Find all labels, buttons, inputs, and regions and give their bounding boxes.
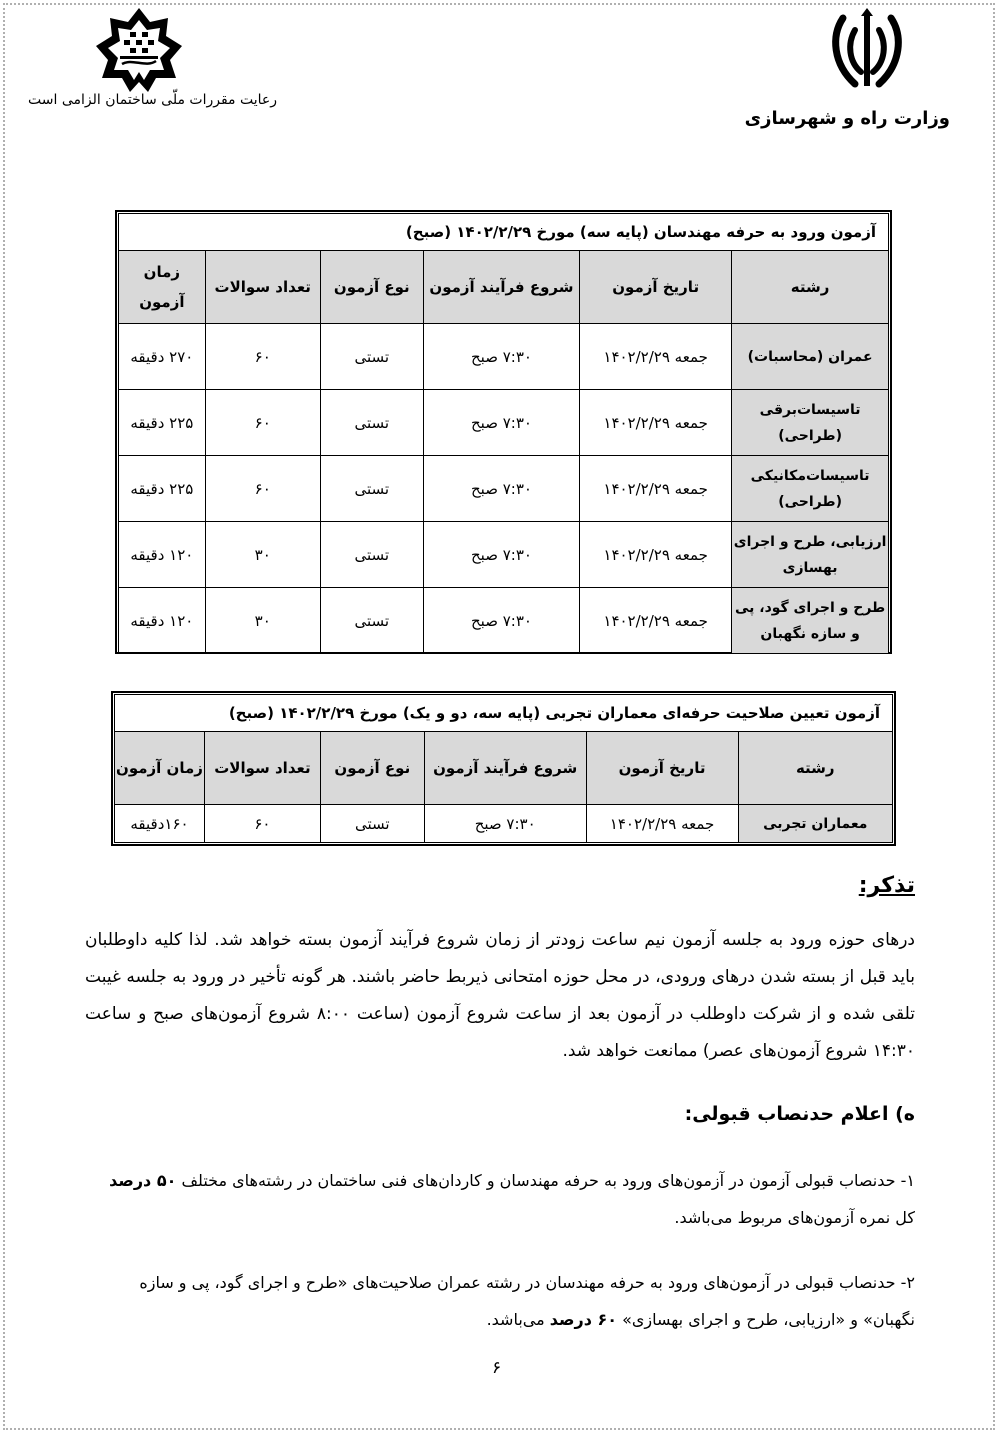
item-highlight: ۶۰ درصد <box>549 1310 618 1329</box>
national-building-regulations-logo-icon <box>92 6 186 94</box>
start-time-cell: ۷:۳۰ صبح <box>424 805 586 843</box>
duration-cell: ۲۲۵ دقیقه <box>119 390 206 456</box>
reminder-body: درهای حوزه ورود به جلسه آزمون نیم ساعت زودتر از زمان شروع فرآیند آزمون بسته خواهد شد. لذا کلیه داوطلبان باید قبل از بسته شدن درهای ورودی، در محل حوزه امتحانی ذیربط حاضر باشند. هر گونه تأخیر در ورود به جلسه غیبت تلقی شده و از شرکت داوطلب در آزمون بعد از ساعت شروع آزمون (ساعت ۸:۰۰ شروع آزمون‌های صبح و ساعت ۱۴:۳۰ شروع آزمون‌های عصر) ممانعت خواهد شد. <box>85 930 915 1061</box>
item-text: ۲- حدنصاب قبولی در آزمون‌های ورود به حرفه مهندسان در رشته عمران صلاحیت‌های «طرح و اجرای گود، پی و سازه نگهبان» و «ارزیابی، طرح و اجرای بهسازی» <box>139 1273 915 1329</box>
column-header: تعداد سوالات <box>205 251 320 324</box>
duration-cell: ۲۷۰ دقیقه <box>119 324 206 390</box>
exam-type-cell: تستی <box>320 522 423 588</box>
exam-type-cell: تستی <box>320 324 423 390</box>
date-cell: جمعه ۱۴۰۲/۲/۲۹ <box>580 324 732 390</box>
table-row <box>119 522 889 588</box>
column-header: شروع فرآیند آزمون <box>423 251 579 324</box>
iran-emblem-icon <box>825 8 909 92</box>
question-count-cell: ۶۰ <box>205 324 320 390</box>
date-cell: جمعه ۱۴۰۲/۲/۲۹ <box>586 805 738 843</box>
duration-cell: ۱۶۰دقیقه <box>115 805 205 843</box>
question-count-cell: ۶۰ <box>204 805 320 843</box>
page-number: ۶ <box>492 1358 502 1378</box>
table-row <box>119 390 889 456</box>
column-header: زمان آزمون <box>119 251 206 324</box>
field-cell: تاسیسات‌مکانیکی (طراحی) <box>732 456 889 522</box>
ministry-name: وزارت راه و شهرسازی <box>744 108 950 129</box>
item-text: ۱- حدنصاب قبولی آزمون در آزمون‌های ورود به حرفه مهندسان و کاردان‌های فنی ساختمان در رشته‌های مختلف <box>181 1171 915 1190</box>
question-count-cell: ۶۰ <box>205 456 320 522</box>
question-count-cell: ۳۰ <box>205 588 320 654</box>
column-header: نوع آزمون <box>320 251 423 324</box>
exam-table-architects <box>114 694 893 843</box>
question-count-cell: ۳۰ <box>205 522 320 588</box>
table-caption: آزمون تعیین صلاحیت حرفه‌ای معماران تجربی (پایه سه، دو و یک) مورخ ۱۴۰۲/۲/۲۹ (صبح) <box>115 695 893 732</box>
duration-cell: ۱۲۰ دقیقه <box>119 522 206 588</box>
duration-cell: ۲۲۵ دقیقه <box>119 456 206 522</box>
item-tail: می‌باشد. <box>486 1310 545 1329</box>
table-row <box>119 456 889 522</box>
table-row <box>119 324 889 390</box>
start-time-cell: ۷:۳۰ صبح <box>423 456 579 522</box>
item-highlight: ۵۰ درصد <box>109 1171 177 1190</box>
regulations-note: رعایت مقررات ملّی ساختمان الزامی است <box>28 92 278 108</box>
duration-cell: ۱۲۰ دقیقه <box>119 588 206 654</box>
column-header: تاریخ آزمون <box>586 732 738 805</box>
list-item <box>85 1264 915 1338</box>
start-time-cell: ۷:۳۰ صبح <box>423 390 579 456</box>
column-header: تعداد سوالات <box>204 732 320 805</box>
exam-table-engineers <box>118 213 889 654</box>
column-header: شروع فرآیند آزمون <box>424 732 586 805</box>
column-header: زمان آزمون <box>115 732 205 805</box>
date-cell: جمعه ۱۴۰۲/۲/۲۹ <box>580 390 732 456</box>
field-cell: عمران (محاسبات) <box>732 324 889 390</box>
column-header: تاریخ آزمون <box>580 251 732 324</box>
exam-type-cell: تستی <box>320 805 424 843</box>
question-count-cell: ۶۰ <box>205 390 320 456</box>
start-time-cell: ۷:۳۰ صبح <box>423 522 579 588</box>
table-row <box>115 805 893 843</box>
field-cell: ارزیابی، طرح و اجرای بهسازی <box>732 522 889 588</box>
exam-type-cell: تستی <box>320 456 423 522</box>
list-item <box>85 1162 915 1236</box>
field-cell: تاسیسات‌برقی (طراحی) <box>732 390 889 456</box>
field-cell: طرح و اجرای گود، پی و سازه نگهبان <box>732 588 889 654</box>
field-cell: معماران تجربی <box>738 805 892 843</box>
date-cell: جمعه ۱۴۰۲/۲/۲۹ <box>580 456 732 522</box>
section-title: ه) اعلام حدنصاب قبولی: <box>684 1103 915 1125</box>
date-cell: جمعه ۱۴۰۲/۲/۲۹ <box>580 588 732 654</box>
exam-type-cell: تستی <box>320 588 423 654</box>
exam-type-cell: تستی <box>320 390 423 456</box>
date-cell: جمعه ۱۴۰۲/۲/۲۹ <box>580 522 732 588</box>
table-caption: آزمون ورود به حرفه مهندسان (پایه سه) مورخ ۱۴۰۲/۲/۲۹ (صبح) <box>119 214 889 251</box>
column-header: رشته <box>738 732 892 805</box>
reminder-title: تذکر: <box>858 873 915 898</box>
column-header: رشته <box>732 251 889 324</box>
start-time-cell: ۷:۳۰ صبح <box>423 588 579 654</box>
item-tail: کل نمره آزمون‌های مربوط می‌باشد. <box>674 1208 915 1227</box>
start-time-cell: ۷:۳۰ صبح <box>423 324 579 390</box>
table-row <box>119 588 889 654</box>
column-header: نوع آزمون <box>320 732 424 805</box>
